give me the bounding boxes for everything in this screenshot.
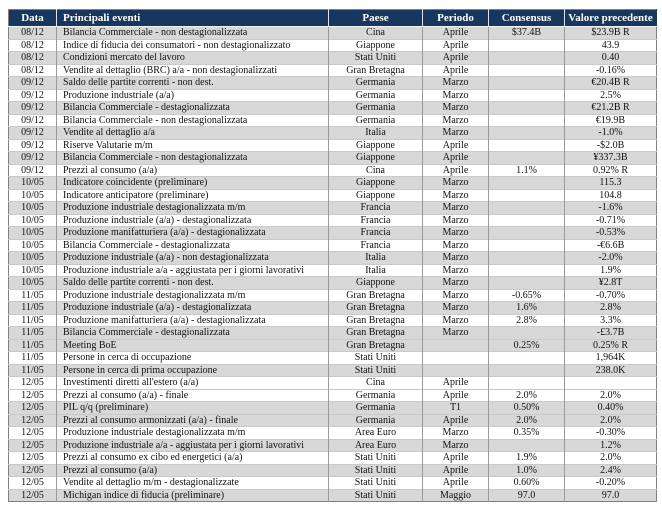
cell-paese: Giappone [329,277,423,290]
cell-evento: Bilancia Commerciale - destagionalizzata [57,327,329,340]
cell-valore: 0.92% R [565,164,657,177]
cell-paese: Gran Bretagna [329,327,423,340]
cell-consensus [489,214,565,227]
cell-data: 12/05 [9,477,57,490]
cell-periodo: Aprile [423,39,489,52]
cell-valore: €21.2B R [565,102,657,115]
table-row [9,477,657,490]
cell-periodo: Marzo [423,427,489,440]
cell-consensus: 0.60% [489,477,565,490]
cell-consensus [489,152,565,165]
cell-paese: Stati Uniti [329,452,423,465]
cell-consensus: -0.65% [489,289,565,302]
cell-data: 09/12 [9,152,57,165]
cell-paese: Giappone [329,177,423,190]
table-row [9,114,657,127]
cell-data: 11/05 [9,327,57,340]
cell-evento: Condizioni mercato del lavoro [57,52,329,65]
cell-periodo: Marzo [423,89,489,102]
table-row [9,77,657,90]
cell-data: 12/05 [9,389,57,402]
cell-periodo: Aprile [423,27,489,40]
cell-valore: 3.3% [565,314,657,327]
cell-periodo: Marzo [423,252,489,265]
cell-consensus [489,352,565,365]
cell-periodo [423,364,489,377]
table-row [9,364,657,377]
table-row [9,139,657,152]
table-row [9,39,657,52]
cell-consensus [489,364,565,377]
cell-data: 12/05 [9,452,57,465]
cell-evento: Riserve Valutarie m/m [57,139,329,152]
cell-data: 12/05 [9,439,57,452]
table-row [9,152,657,165]
cell-valore: -0.20% [565,477,657,490]
cell-evento: Bilancia Commerciale - destagionalizzata [57,239,329,252]
cell-evento: Produzione industriale (a/a) [57,89,329,102]
cell-periodo: Marzo [423,127,489,140]
cell-consensus: $37.4B [489,27,565,40]
cell-data: 12/05 [9,427,57,440]
table-row [9,239,657,252]
column-header-valore-precedente: Valore precedente [565,10,657,27]
column-header-data: Data [9,10,57,27]
cell-data: 10/05 [9,227,57,240]
cell-periodo [423,339,489,352]
cell-paese: Italia [329,127,423,140]
cell-evento: Produzione manifatturiera (a/a) - destagionalizzata [57,227,329,240]
cell-paese: Germania [329,114,423,127]
cell-periodo: Marzo [423,214,489,227]
cell-periodo: Aprile [423,377,489,390]
cell-evento: Bilancia Commerciale - non destagionalizzata [57,27,329,40]
cell-data: 12/05 [9,489,57,502]
column-header-principali-eventi: Principali eventi [57,10,329,27]
cell-evento: Vendite al dettaglio (BRC) a/a - non destagionalizzati [57,64,329,77]
cell-paese: Germania [329,102,423,115]
table-row [9,452,657,465]
cell-data: 09/12 [9,77,57,90]
table-row [9,102,657,115]
cell-data: 11/05 [9,302,57,315]
cell-data: 08/12 [9,52,57,65]
cell-evento: Produzione industriale destagionalizzata m/m [57,202,329,215]
cell-paese: Germania [329,77,423,90]
cell-consensus: 0.25% [489,339,565,352]
cell-data: 11/05 [9,289,57,302]
cell-evento: Produzione industriale (a/a) - destagionalizzata [57,214,329,227]
cell-valore: -$2.0B [565,139,657,152]
cell-data: 10/05 [9,202,57,215]
table-row [9,164,657,177]
cell-valore: -0.53% [565,227,657,240]
cell-periodo: T1 [423,402,489,415]
table-row [9,64,657,77]
cell-paese: Gran Bretagna [329,339,423,352]
cell-data: 09/12 [9,139,57,152]
cell-paese: Stati Uniti [329,489,423,502]
cell-evento: Persone in cerca di occupazione [57,352,329,365]
cell-evento: Indicatore coincidente (preliminare) [57,177,329,190]
cell-consensus [489,377,565,390]
column-header-consensus: Consensus [489,10,565,27]
cell-valore: 1.2% [565,439,657,452]
cell-data: 09/12 [9,114,57,127]
cell-consensus [489,177,565,190]
cell-periodo: Marzo [423,189,489,202]
cell-valore: 115.3 [565,177,657,190]
cell-evento: Produzione industriale destagionalizzata m/m [57,427,329,440]
table-row [9,202,657,215]
cell-periodo [423,352,489,365]
cell-consensus: 2.0% [489,414,565,427]
cell-consensus: 1.9% [489,452,565,465]
cell-consensus [489,239,565,252]
table-row [9,489,657,502]
table-row [9,177,657,190]
cell-consensus [489,264,565,277]
cell-evento: Bilancia Commerciale - non destagionalizzata [57,114,329,127]
cell-paese: Area Euro [329,439,423,452]
cell-paese: Italia [329,252,423,265]
cell-periodo: Aprile [423,64,489,77]
cell-consensus: 2.8% [489,314,565,327]
cell-consensus [489,327,565,340]
table-row [9,427,657,440]
cell-periodo: Marzo [423,177,489,190]
cell-valore: 2.8% [565,302,657,315]
cell-periodo: Aprile [423,477,489,490]
cell-paese: Germania [329,389,423,402]
cell-periodo: Aprile [423,414,489,427]
cell-periodo: Aprile [423,464,489,477]
table-row [9,389,657,402]
cell-evento: Prezzi al consumo armonizzati (a/a) - finale [57,414,329,427]
cell-consensus [489,189,565,202]
cell-valore: 43.9 [565,39,657,52]
cell-evento: Produzione industriale a/a - aggiustata per i giorni lavorativi [57,439,329,452]
cell-valore: 2.0% [565,389,657,402]
cell-paese: Stati Uniti [329,52,423,65]
cell-valore: 1,964K [565,352,657,365]
cell-data: 10/05 [9,214,57,227]
cell-valore: -0.71% [565,214,657,227]
cell-evento: Prezzi al consumo (a/a) - finale [57,389,329,402]
table-row [9,339,657,352]
cell-valore: ¥337.3B [565,152,657,165]
cell-consensus [489,439,565,452]
cell-paese: Stati Uniti [329,352,423,365]
cell-periodo: Aprile [423,139,489,152]
cell-evento: Prezzi al consumo (a/a) [57,164,329,177]
cell-paese: Stati Uniti [329,364,423,377]
table-row [9,189,657,202]
cell-periodo: Marzo [423,327,489,340]
cell-data: 08/12 [9,27,57,40]
cell-valore: -€6.6B [565,239,657,252]
cell-valore: ¥2.8T [565,277,657,290]
cell-paese: Cina [329,377,423,390]
cell-valore [565,377,657,390]
cell-paese: Francia [329,239,423,252]
table-row [9,127,657,140]
cell-data: 08/12 [9,64,57,77]
cell-valore: -0.16% [565,64,657,77]
cell-valore: 2.0% [565,452,657,465]
cell-periodo: Marzo [423,439,489,452]
cell-valore: -£3.7B [565,327,657,340]
cell-evento: Produzione industriale destagionalizzata m/m [57,289,329,302]
cell-periodo: Aprile [423,164,489,177]
cell-data: 11/05 [9,314,57,327]
cell-evento: Vendite al dettaglio m/m - destagionalizzate [57,477,329,490]
cell-periodo: Marzo [423,302,489,315]
cell-periodo: Maggio [423,489,489,502]
events-table-body [9,27,657,502]
cell-periodo: Aprile [423,152,489,165]
cell-valore: €19.9B [565,114,657,127]
cell-paese: Germania [329,402,423,415]
cell-consensus [489,277,565,290]
cell-evento: Indice di fiducia dei consumatori - non destagionalizzato [57,39,329,52]
cell-paese: Giappone [329,152,423,165]
cell-periodo: Marzo [423,102,489,115]
cell-valore: 2.4% [565,464,657,477]
cell-data: 10/05 [9,177,57,190]
cell-evento: PIL q/q (preliminare) [57,402,329,415]
cell-consensus [489,227,565,240]
table-row [9,377,657,390]
table-row [9,327,657,340]
cell-evento: Produzione industriale a/a - aggiustata per i giorni lavorativi [57,264,329,277]
table-row [9,464,657,477]
table-row [9,402,657,415]
cell-data: 11/05 [9,352,57,365]
cell-consensus: 0.35% [489,427,565,440]
cell-data: 12/05 [9,414,57,427]
cell-paese: Germania [329,414,423,427]
cell-paese: Cina [329,27,423,40]
cell-consensus: 97.0 [489,489,565,502]
economic-events-table [8,9,657,502]
cell-data: 08/12 [9,39,57,52]
table-row [9,252,657,265]
column-header-paese: Paese [329,10,423,27]
cell-consensus [489,127,565,140]
cell-valore: -0.30% [565,427,657,440]
cell-data: 10/05 [9,277,57,290]
cell-evento: Indicatore anticipatore (preliminare) [57,189,329,202]
cell-consensus [489,39,565,52]
cell-periodo: Marzo [423,289,489,302]
cell-data: 09/12 [9,127,57,140]
cell-valore: 104.8 [565,189,657,202]
cell-paese: Gran Bretagna [329,64,423,77]
cell-paese: Cina [329,164,423,177]
cell-valore: -2.0% [565,252,657,265]
cell-evento: Prezzi al consumo (a/a) [57,464,329,477]
cell-periodo: Aprile [423,52,489,65]
cell-valore: 0.40 [565,52,657,65]
cell-consensus [489,52,565,65]
cell-paese: Gran Bretagna [329,302,423,315]
cell-evento: Michigan indice di fiducia (preliminare) [57,489,329,502]
cell-data: 12/05 [9,377,57,390]
cell-paese: Area Euro [329,427,423,440]
cell-paese: Germania [329,89,423,102]
cell-data: 10/05 [9,252,57,265]
cell-valore: 97.0 [565,489,657,502]
table-row [9,277,657,290]
cell-periodo: Marzo [423,202,489,215]
cell-periodo: Aprile [423,452,489,465]
cell-consensus [489,139,565,152]
cell-valore: -1.6% [565,202,657,215]
header-row [9,10,657,27]
cell-consensus: 1.0% [489,464,565,477]
cell-paese: Francia [329,227,423,240]
cell-valore: 238.0K [565,364,657,377]
cell-consensus: 2.0% [489,389,565,402]
cell-data: 11/05 [9,364,57,377]
cell-valore: -1.0% [565,127,657,140]
cell-paese: Stati Uniti [329,477,423,490]
cell-periodo: Marzo [423,277,489,290]
cell-evento: Meeting BoE [57,339,329,352]
cell-evento: Saldo delle partite correnti - non dest. [57,77,329,90]
cell-consensus [489,64,565,77]
cell-valore: 0.25% R [565,339,657,352]
cell-evento: Produzione industriale (a/a) - destagionalizzata [57,302,329,315]
cell-evento: Persone in cerca di prima occupazione [57,364,329,377]
column-header-periodo: Periodo [423,10,489,27]
cell-data: 09/12 [9,164,57,177]
cell-consensus [489,102,565,115]
table-row [9,27,657,40]
cell-data: 09/12 [9,102,57,115]
cell-valore: 0.40% [565,402,657,415]
cell-paese: Stati Uniti [329,464,423,477]
cell-consensus: 0.50% [489,402,565,415]
cell-data: 10/05 [9,239,57,252]
cell-evento: Produzione industriale (a/a) - non destagionalizzata [57,252,329,265]
cell-paese: Francia [329,202,423,215]
cell-periodo: Marzo [423,227,489,240]
cell-consensus [489,89,565,102]
cell-data: 10/05 [9,264,57,277]
cell-periodo: Marzo [423,314,489,327]
cell-paese: Giappone [329,139,423,152]
cell-periodo: Marzo [423,264,489,277]
cell-evento: Investimenti diretti all'estero (a/a) [57,377,329,390]
cell-valore: 2.5% [565,89,657,102]
table-row [9,52,657,65]
cell-paese: Gran Bretagna [329,289,423,302]
cell-evento: Produzione manifatturiera (a/a) - destagionalizzata [57,314,329,327]
cell-data: 12/05 [9,402,57,415]
cell-evento: Bilancia Commerciale - destagionalizzata [57,102,329,115]
cell-valore: 1.9% [565,264,657,277]
cell-valore: -0.70% [565,289,657,302]
cell-paese: Italia [329,264,423,277]
table-row [9,352,657,365]
table-row [9,264,657,277]
cell-evento: Vendite al dettaglio a/a [57,127,329,140]
cell-paese: Giappone [329,189,423,202]
cell-consensus [489,77,565,90]
table-row [9,214,657,227]
cell-periodo: Marzo [423,239,489,252]
cell-data: 09/12 [9,89,57,102]
cell-consensus: 1.1% [489,164,565,177]
cell-consensus [489,202,565,215]
table-row [9,414,657,427]
cell-data: 11/05 [9,339,57,352]
cell-periodo: Marzo [423,114,489,127]
cell-valore: $23.9B R [565,27,657,40]
table-row [9,289,657,302]
cell-valore: €20.4B R [565,77,657,90]
cell-paese: Gran Bretagna [329,314,423,327]
table-row [9,302,657,315]
cell-paese: Francia [329,214,423,227]
cell-evento: Prezzi al consumo ex cibo ed energetici (a/a) [57,452,329,465]
cell-data: 10/05 [9,189,57,202]
cell-data: 12/05 [9,464,57,477]
cell-consensus [489,252,565,265]
cell-evento: Bilancia Commerciale - non destagionalizzata [57,152,329,165]
table-row [9,89,657,102]
cell-consensus [489,114,565,127]
table-row [9,227,657,240]
cell-evento: Saldo delle partite correnti - non dest. [57,277,329,290]
cell-periodo: Marzo [423,77,489,90]
table-header [9,10,657,27]
cell-consensus: 1.6% [489,302,565,315]
cell-periodo: Aprile [423,389,489,402]
table-row [9,439,657,452]
cell-valore: 2.0% [565,414,657,427]
table-row [9,314,657,327]
cell-paese: Giappone [329,39,423,52]
